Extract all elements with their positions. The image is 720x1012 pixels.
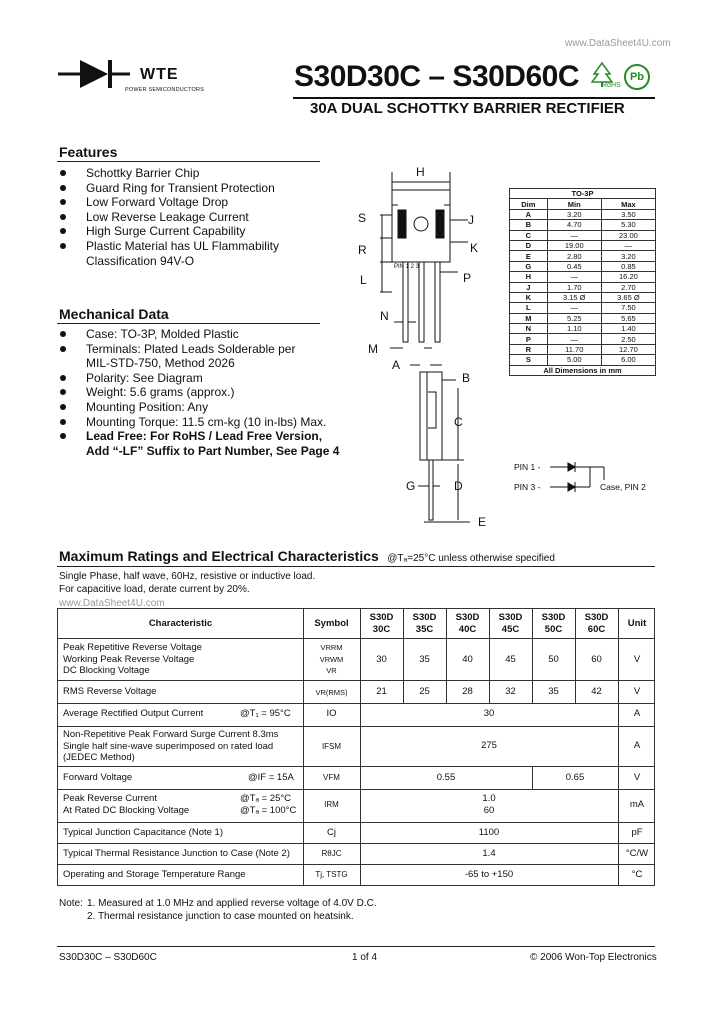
- vrms-value: 35: [548, 686, 559, 697]
- vrms-symbol: VR(RMS): [315, 688, 348, 697]
- dim-label-b: B: [462, 371, 471, 385]
- dim-label-s: S: [358, 211, 367, 225]
- dim-table-row: [510, 251, 656, 261]
- ratings-heading-row: [59, 548, 555, 566]
- dim-letter: D: [510, 240, 548, 250]
- rth-unit: °C/W: [625, 848, 649, 859]
- mechanical-heading: Mechanical Data: [59, 306, 169, 322]
- schematic-diagram: [512, 456, 662, 500]
- row-divider: [58, 703, 654, 704]
- dim-table-row: [510, 272, 656, 282]
- list-item: Schottky Barrier Chip: [60, 166, 330, 181]
- dim-min: 19.00: [547, 240, 601, 250]
- page-subtitle: 30A DUAL SCHOTTKY BARRIER RECTIFIER: [310, 100, 625, 117]
- watermark: www.DataSheet4U.com: [565, 38, 671, 49]
- logo-name: WTE: [140, 66, 179, 83]
- dim-min: —: [547, 303, 601, 313]
- ratings-note1: Single Phase, half wave, 60Hz, resistive or inductive load.: [59, 571, 316, 582]
- dim-table-row: [510, 240, 656, 250]
- vrms-value: 21: [376, 686, 387, 697]
- row-divider: [58, 843, 654, 844]
- list-item: Low Reverse Leakage Current: [60, 210, 330, 225]
- header-part: S30D 35C: [412, 612, 437, 635]
- vrrm-value: 45: [505, 654, 516, 665]
- list-item: Mounting Position: Any: [60, 400, 360, 415]
- dim-letter: A: [510, 209, 548, 219]
- notes-label: Note:: [59, 898, 83, 909]
- cj-characteristic: Typical Junction Capacitance (Note 1): [63, 827, 223, 838]
- features-rule: [57, 161, 320, 162]
- list-item-continuation: MIL-STD-750, Method 2026: [86, 356, 235, 371]
- list-item: Plastic Material has UL Flammability: [60, 239, 330, 254]
- dim-label-g: G: [406, 479, 416, 493]
- vfm-value-a: 0.55: [436, 772, 456, 783]
- dim-label-l: L: [360, 273, 367, 287]
- vrrm-characteristic: Peak Repetitive Reverse Voltage Working Peak Reverse Voltage DC Blocking Voltage: [63, 642, 202, 676]
- features-heading: Features: [59, 144, 118, 160]
- dim-table-row: [510, 313, 656, 323]
- header-part: S30D 45C: [498, 612, 523, 635]
- dim-min: 5.00: [547, 355, 601, 365]
- irm-unit: mA: [629, 799, 645, 810]
- vfm-unit: V: [633, 772, 641, 783]
- temp-unit: °C: [631, 869, 643, 880]
- dim-label-d: D: [454, 479, 463, 493]
- vfm-characteristic: Forward Voltage: [63, 772, 133, 783]
- row-divider: [58, 789, 654, 790]
- watermark-secondary: www.DataSheet4U.com: [59, 598, 165, 609]
- cj-value: 1100: [478, 827, 500, 838]
- vrms-value: 28: [462, 686, 473, 697]
- list-item: Guard Ring for Transient Protection: [60, 181, 330, 196]
- vrms-value: 32: [505, 686, 516, 697]
- dim-col-header: Max: [601, 199, 655, 209]
- dim-max: 3.65 Ø: [601, 292, 655, 302]
- dim-min: —: [547, 272, 601, 282]
- ifsm-characteristic: Non-Repetitive Peak Forward Surge Current 8.3ms Single half sine-wave superimposed on rated load (JEDEC Method): [63, 729, 279, 763]
- vrrm-symbol: VRRM VRWM VR: [319, 643, 344, 675]
- irm-condition: @Tₐ = 25°C @Tₐ = 100°C: [240, 793, 297, 816]
- vrms-characteristic: RMS Reverse Voltage: [63, 686, 157, 697]
- vrrm-value: 40: [462, 654, 473, 665]
- notes-list: [87, 898, 377, 923]
- header-part: S30D 50C: [541, 612, 566, 635]
- footer-rule: [57, 946, 655, 947]
- dim-table-row: [510, 324, 656, 334]
- dim-min: 3.20: [547, 209, 601, 219]
- row-divider: [58, 680, 654, 681]
- dim-label-e: E: [478, 515, 487, 529]
- dim-max: 2.70: [601, 282, 655, 292]
- pin-labels: PIN 1 2 3: [394, 264, 420, 270]
- dim-table-row: [510, 344, 656, 354]
- dim-table-title: TO-3P: [510, 189, 656, 199]
- header-part: S30D 40C: [455, 612, 480, 635]
- list-item: Low Forward Voltage Drop: [60, 195, 330, 210]
- vfm-condition: @IF = 15A: [248, 772, 294, 783]
- mechanical-list: [60, 327, 360, 458]
- ratings-table: [57, 608, 655, 886]
- dim-letter: M: [510, 313, 548, 323]
- io-value: 30: [483, 708, 495, 719]
- list-item: Mounting Torque: 11.5 cm-kg (10 in-lbs) Max.: [60, 415, 360, 430]
- footer-part-range: S30D30C – S30D60C: [59, 952, 157, 963]
- row-divider: [58, 822, 654, 823]
- dim-max: 0.85: [601, 261, 655, 271]
- dim-max: 7.50: [601, 303, 655, 313]
- io-condition: @T₁ = 95°C: [240, 708, 291, 719]
- vrms-unit: V: [633, 686, 641, 697]
- list-item-continuation: Classification 94V-O: [86, 253, 195, 268]
- page-title: S30D30C – S30D60C: [294, 60, 580, 93]
- dim-min: 2.80: [547, 251, 601, 261]
- dim-table-row: [510, 230, 656, 240]
- logo-tagline: POWER SEMICONDUCTORS: [125, 87, 205, 93]
- dim-min: 5.25: [547, 313, 601, 323]
- list-item: Terminals: Plated Leads Solderable per: [60, 342, 360, 357]
- dimension-table: [509, 188, 656, 376]
- dim-table-row: [510, 355, 656, 365]
- dim-max: 5.30: [601, 220, 655, 230]
- dim-max: 3.20: [601, 251, 655, 261]
- ratings-condition: @Tₐ=25°C unless otherwise specified: [387, 553, 555, 564]
- schematic-pin1: PIN 1 -: [514, 462, 541, 472]
- dim-min: —: [547, 334, 601, 344]
- row-divider: [58, 766, 654, 767]
- dim-max: 5.65: [601, 313, 655, 323]
- dim-min: 0.45: [547, 261, 601, 271]
- io-unit: A: [633, 708, 641, 719]
- dim-min: 11.70: [547, 344, 601, 354]
- note-item: 1. Measured at 1.0 MHz and applied reverse voltage of 4.0V D.C.: [87, 898, 377, 909]
- dim-letter: H: [510, 272, 548, 282]
- dim-letter: S: [510, 355, 548, 365]
- temp-characteristic: Operating and Storage Temperature Range: [63, 869, 246, 880]
- vrrm-value: 30: [376, 654, 387, 665]
- dim-col-header: Dim: [510, 199, 548, 209]
- dim-max: 16.20: [601, 272, 655, 282]
- vrrm-value: 60: [591, 654, 602, 665]
- package-drawing: [340, 160, 510, 540]
- vrrm-unit: V: [633, 654, 641, 665]
- dim-max: 1.40: [601, 324, 655, 334]
- header-unit: Unit: [627, 618, 647, 629]
- dim-max: 2.50: [601, 334, 655, 344]
- dim-min: 1.10: [547, 324, 601, 334]
- dim-max: 23.00: [601, 230, 655, 240]
- title-rule: [293, 97, 655, 99]
- dim-label-a: A: [392, 358, 401, 372]
- dim-table-row: [510, 303, 656, 313]
- dim-letter: B: [510, 220, 548, 230]
- ifsm-unit: A: [633, 740, 641, 751]
- header-part: S30D 30C: [369, 612, 394, 635]
- row-divider: [58, 638, 654, 639]
- list-item: Lead Free: For RoHS / Lead Free Version,: [60, 429, 360, 444]
- rth-characteristic: Typical Thermal Resistance Junction to Case (Note 2): [63, 848, 290, 859]
- list-item: Polarity: See Diagram: [60, 371, 360, 386]
- irm-value: 1.0 60: [482, 793, 496, 816]
- vrrm-value: 35: [419, 654, 430, 665]
- dim-table-footer: All Dimensions in mm: [510, 365, 656, 375]
- dim-table-row: [510, 334, 656, 344]
- note-item: 2. Thermal resistance junction to case mounted on heatsink.: [87, 910, 354, 922]
- dim-label-h: H: [416, 165, 425, 179]
- list-item-continuation: Add “-LF” Suffix to Part Number, See Page 4: [86, 443, 340, 458]
- dim-max: —: [601, 240, 655, 250]
- dim-max: 6.00: [601, 355, 655, 365]
- io-symbol: IO: [326, 708, 337, 719]
- dim-label-c: C: [454, 415, 463, 429]
- mechanical-rule: [57, 323, 320, 324]
- rth-value: 1.4: [482, 848, 496, 859]
- dim-table-row: [510, 209, 656, 219]
- header-part: S30D 60C: [584, 612, 609, 635]
- dim-label-m: M: [368, 342, 378, 356]
- dim-letter: E: [510, 251, 548, 261]
- cj-unit: pF: [631, 827, 643, 838]
- dim-col-header: Min: [547, 199, 601, 209]
- dim-min: 1.70: [547, 282, 601, 292]
- ratings-note2: For capacitive load, derate current by 20%.: [59, 584, 250, 595]
- rohs-label: RoHS: [602, 82, 621, 89]
- dim-letter: P: [510, 334, 548, 344]
- temp-symbol: Tj, TSTG: [315, 870, 348, 879]
- irm-symbol: IRM: [324, 800, 339, 809]
- dim-max: 3.50: [601, 209, 655, 219]
- ifsm-value: 275: [481, 740, 497, 751]
- io-characteristic: Average Rectified Output Current: [63, 708, 204, 719]
- vrms-value: 42: [591, 686, 602, 697]
- dim-min: —: [547, 230, 601, 240]
- dim-min: 4.70: [547, 220, 601, 230]
- dim-table-row: [510, 292, 656, 302]
- row-divider: [58, 726, 654, 727]
- ratings-heading: Maximum Ratings and Electrical Characteristics: [59, 548, 379, 564]
- footer-copyright: © 2006 Won-Top Electronics: [530, 952, 657, 963]
- dim-label-n: N: [380, 309, 389, 323]
- footer-page-number: 1 of 4: [352, 952, 378, 963]
- dim-table-row: [510, 261, 656, 271]
- dim-letter: G: [510, 261, 548, 271]
- dim-letter: K: [510, 292, 548, 302]
- header-symbol: Symbol: [314, 618, 349, 629]
- dim-letter: N: [510, 324, 548, 334]
- vrms-value: 25: [419, 686, 430, 697]
- list-item: Weight: 5.6 grams (approx.): [60, 385, 360, 400]
- schematic-pin3: PIN 3 -: [514, 482, 541, 492]
- ratings-rule: [57, 566, 655, 567]
- header-characteristic: Characteristic: [148, 618, 213, 629]
- list-item: Case: TO-3P, Molded Plastic: [60, 327, 360, 342]
- dim-max: 12.70: [601, 344, 655, 354]
- rth-symbol: RθJC: [321, 849, 342, 858]
- dim-table-row: [510, 220, 656, 230]
- dim-letter: L: [510, 303, 548, 313]
- temp-value: -65 to +150: [464, 869, 514, 880]
- dim-letter: R: [510, 344, 548, 354]
- lead-free-badge: Pb: [624, 64, 650, 90]
- dim-min: 3.15 Ø: [547, 292, 601, 302]
- vfm-value-b: 0.65: [565, 772, 585, 783]
- ifsm-symbol: IFSM: [321, 742, 342, 751]
- cj-symbol: Cj: [327, 827, 336, 838]
- schematic-case: Case, PIN 2: [600, 482, 646, 492]
- features-list: [60, 166, 330, 268]
- dim-label-j: J: [468, 213, 474, 227]
- dim-letter: C: [510, 230, 548, 240]
- dim-table-row: [510, 282, 656, 292]
- dim-label-r: R: [358, 243, 367, 257]
- vfm-symbol: VFM: [323, 773, 340, 782]
- irm-characteristic: Peak Reverse Current At Rated DC Blocking Voltage: [63, 793, 190, 816]
- row-divider: [58, 864, 654, 865]
- dim-label-p: P: [463, 271, 472, 285]
- dim-letter: J: [510, 282, 548, 292]
- dim-label-k: K: [470, 241, 479, 255]
- vrrm-value: 50: [548, 654, 559, 665]
- list-item: High Surge Current Capability: [60, 224, 330, 239]
